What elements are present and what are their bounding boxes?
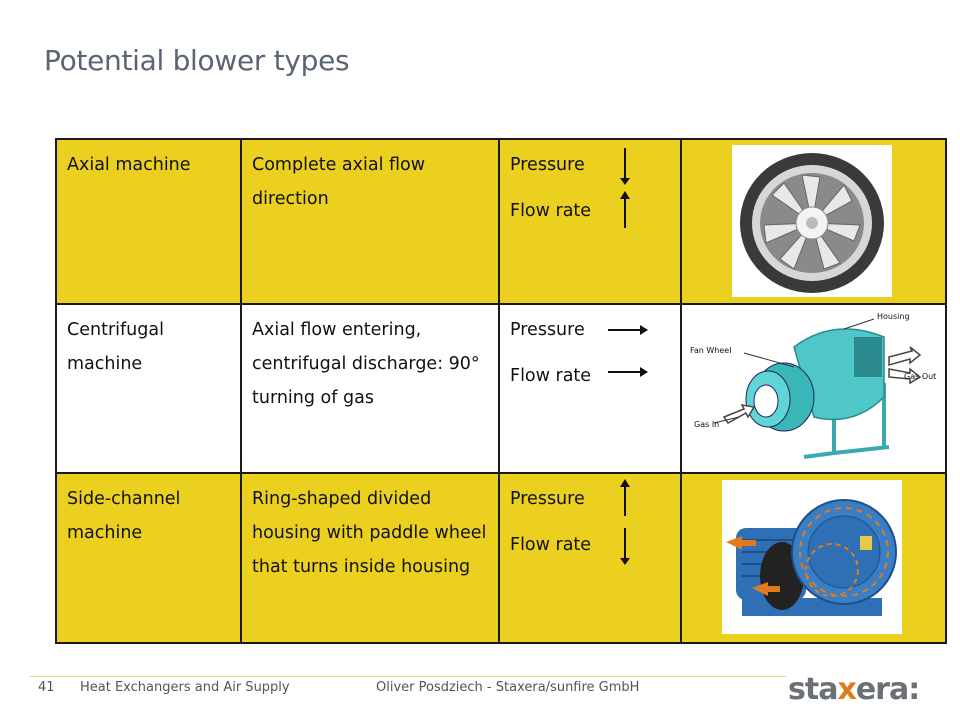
fan-wheel-label: Fan Wheel (690, 346, 732, 355)
type-cell (56, 473, 241, 643)
pressure-label: Pressure (510, 489, 585, 509)
metrics-cell (499, 473, 681, 643)
type-cell (56, 304, 241, 473)
arrow-up-icon (618, 190, 632, 230)
footer-course-title: Heat Exchangers and Air Supply (80, 680, 290, 695)
blower-type: Centrifugal machine (67, 320, 164, 374)
blower-types-table (55, 138, 947, 644)
axial-fan-image (732, 145, 892, 297)
arrow-right-icon (606, 323, 650, 337)
arrow-down-icon (618, 146, 632, 186)
blower-description: Ring-shaped divided housing with paddle wheel that turns inside housing (252, 489, 487, 577)
table-row (56, 473, 946, 643)
page-title: Potential blower types (44, 44, 350, 77)
pressure-label: Pressure (510, 320, 585, 340)
logo-text-end: era: (855, 672, 920, 707)
description-cell (241, 139, 499, 304)
description-cell (241, 304, 499, 473)
logo-text-x: x (837, 672, 856, 707)
logo-text-start: sta (788, 672, 838, 707)
image-cell (681, 473, 946, 643)
metrics-cell (499, 304, 681, 473)
blower-type: Axial machine (67, 155, 191, 175)
metrics-cell (499, 139, 681, 304)
staxera-logo (788, 672, 919, 707)
pressure-label: Pressure (510, 155, 585, 175)
table-row (56, 304, 946, 473)
footer-divider (30, 676, 786, 677)
image-cell (681, 139, 946, 304)
page-number: 41 (38, 680, 55, 695)
description-cell (241, 473, 499, 643)
flow-rate-label: Flow rate (510, 201, 592, 221)
blower-description: Axial flow entering, centrifugal discharge: 90° turning of gas (252, 320, 480, 408)
blower-description: Complete axial flow direction (252, 155, 426, 209)
type-cell (56, 139, 241, 304)
footer-author: Oliver Posdziech - Staxera/sunfire GmbH (376, 680, 640, 695)
flow-rate-label: Flow rate (510, 535, 592, 555)
blower-type: Side-channel machine (67, 489, 181, 543)
gas-in-label: Gas In (694, 420, 720, 429)
image-cell (681, 304, 946, 473)
arrow-right-icon (606, 365, 650, 379)
centrifugal-fan-diagram (684, 307, 942, 467)
flow-rate-label: Flow rate (510, 366, 592, 386)
gas-out-label: Gas Out (904, 372, 937, 381)
table-row (56, 139, 946, 304)
side-channel-blower-image (722, 480, 902, 634)
arrow-up-icon (618, 478, 632, 518)
arrow-down-icon (618, 526, 632, 566)
housing-label: Housing (877, 312, 910, 321)
